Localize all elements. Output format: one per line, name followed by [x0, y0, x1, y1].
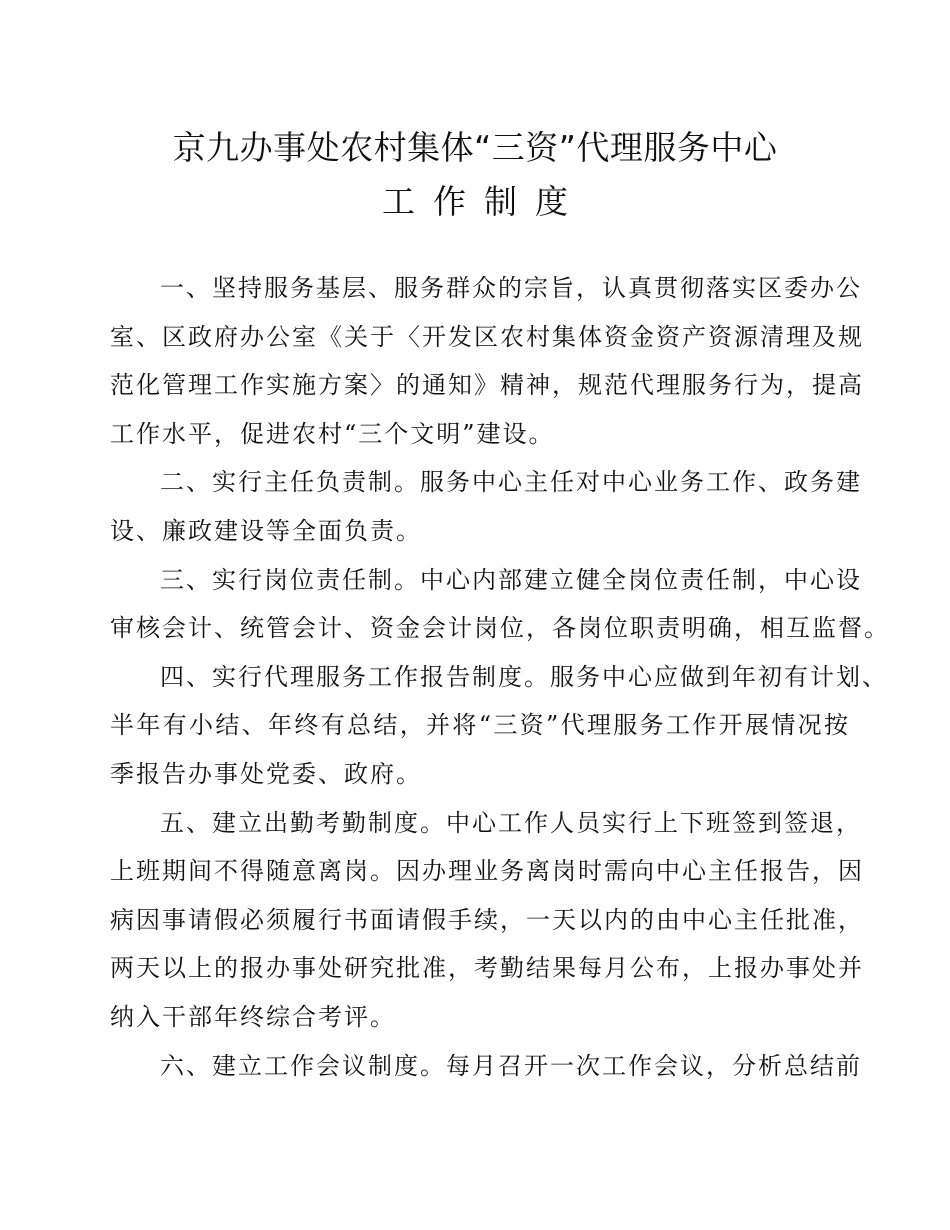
- paragraph-4-line-1: 四、实行代理服务工作报告制度。服务中心应做到年初有计划、: [160, 662, 888, 691]
- paragraph-3-line-1: 三、实行岗位责任制。中心内部建立健全岗位责任制，中心设: [160, 565, 862, 594]
- paragraph-3-line-2: 审核会计、统管会计、资金会计岗位，各岗位职责明确，相互监督。: [110, 614, 890, 643]
- paragraph-1-line-2: 室、区政府办公室《关于〈开发区农村集体资金资产资源清理及规: [110, 322, 864, 351]
- paragraph-5-line-1: 五、建立出勤考勤制度。中心工作人员实行上下班签到签退，: [160, 808, 862, 837]
- paragraph-2-line-2: 设、廉政建设等全面负责。: [110, 516, 422, 545]
- paragraph-5-line-3: 病因事请假必须履行书面请假手续，一天以内的由中心主任批准，: [110, 905, 864, 934]
- document-title: [0, 118, 950, 226]
- paragraph-5-line-4: 两天以上的报办事处研究批准，考勤结果每月公布，上报办事处并: [110, 954, 864, 983]
- document-body: [110, 264, 890, 1090]
- paragraph-1-line-1: 一、坚持服务基层、服务群众的宗旨，认真贯彻落实区委办公: [160, 274, 862, 302]
- paragraph-2-line-1: 二、实行主任负责制。服务中心主任对中心业务工作、政务建: [160, 468, 862, 497]
- paragraph-1-line-3: 范化管理工作实施方案〉的通知》精神，规范代理服务行为，提高: [110, 371, 864, 400]
- title-line-1: 京九办事处农村集体“三资”代理服务中心: [172, 128, 778, 167]
- paragraph-4-line-2: 半年有小结、年终有总结，并将“三资”代理服务工作开展情况按: [110, 711, 850, 740]
- paragraph-6-line-1: 六、建立工作会议制度。每月召开一次工作会议，分析总结前: [160, 1051, 862, 1080]
- paragraph-5-line-2: 上班期间不得随意离岗。因办理业务离岗时需向中心主任报告，因: [110, 857, 864, 886]
- paragraph-4-line-3: 季报告办事处党委、政府。: [110, 759, 422, 788]
- paragraph-1-line-4: 工作水平，促进农村“三个文明”建设。: [110, 419, 555, 448]
- paragraph-5-line-5: 纳入干部年终综合考评。: [110, 1002, 396, 1031]
- title-line-2: 工作制度: [382, 182, 586, 221]
